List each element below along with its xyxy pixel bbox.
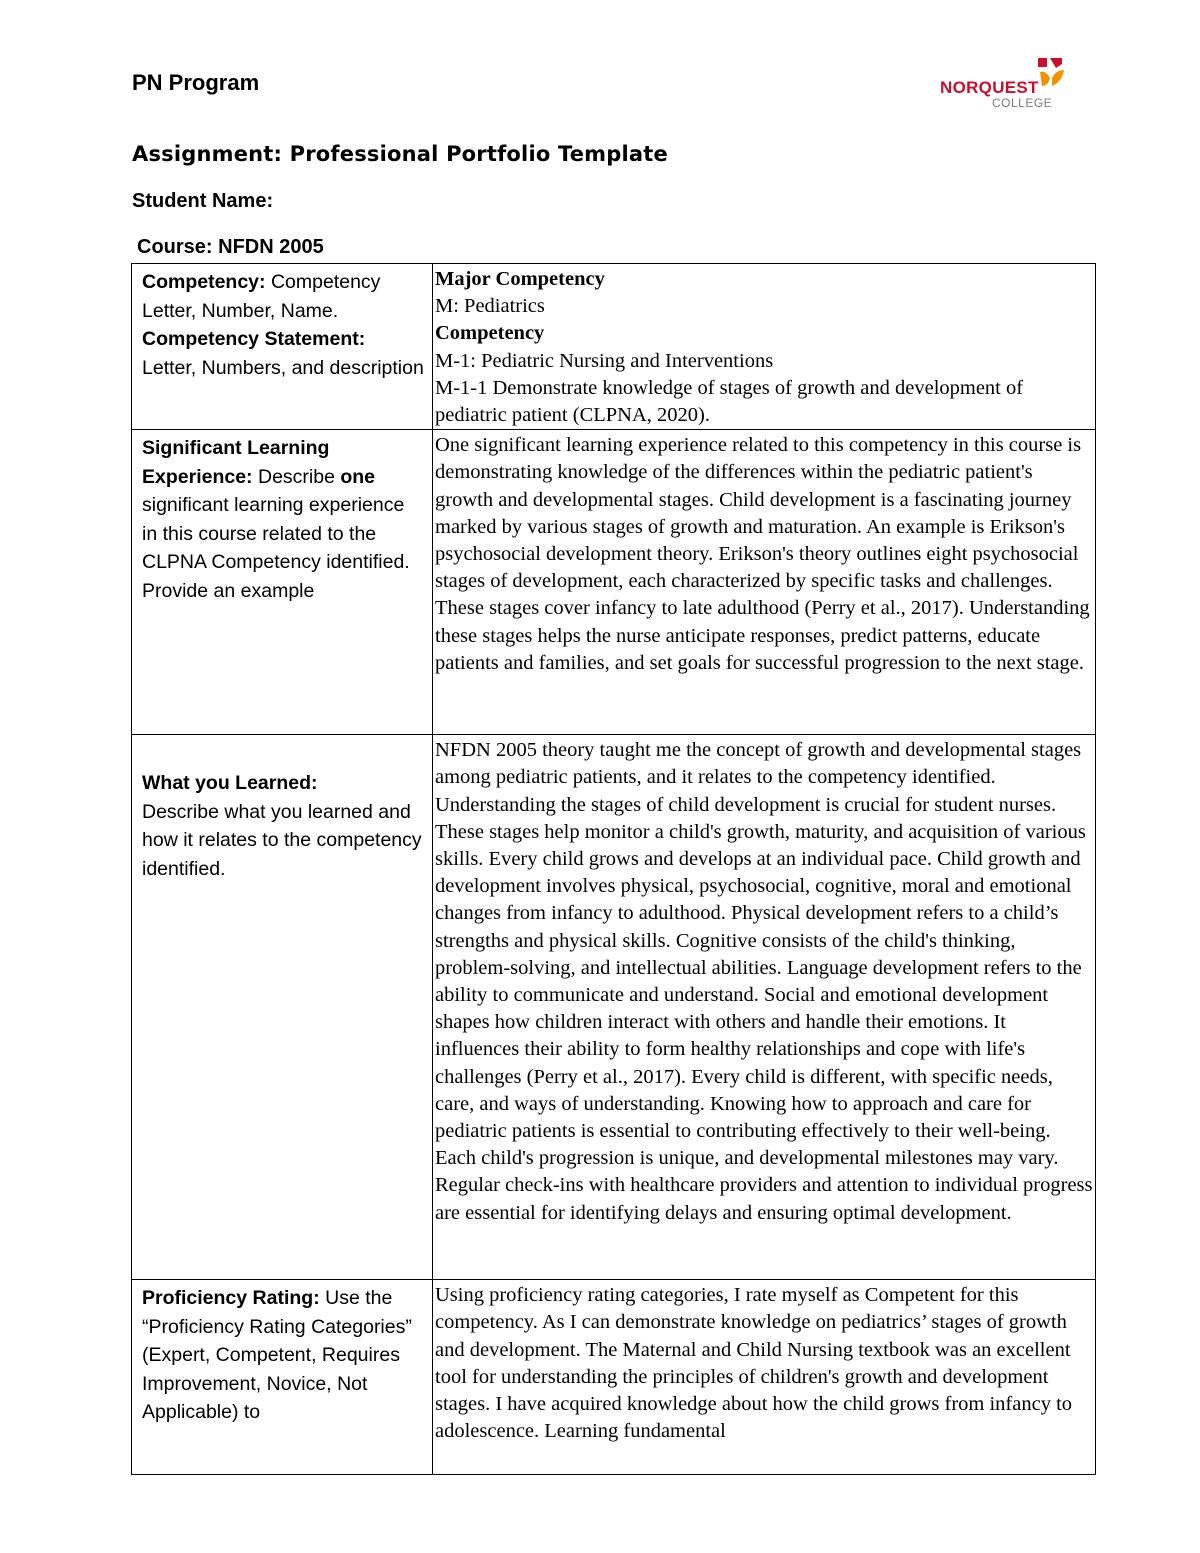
major-competency-value: M: Pediatrics xyxy=(435,295,545,318)
table-row xyxy=(132,264,1096,430)
competency-value: M-1: Pediatric Nursing and Interventions xyxy=(435,349,774,372)
learning-experience-label-bold: Significant Learning Experience: xyxy=(142,437,330,488)
major-competency-heading: Major Competency xyxy=(435,268,605,290)
learning-experience-content-cell: One significant learning experience related to this competency in this course is demonstrating knowledge of the differences within the pediatric patient's growth and developmental stages. Child development is a fascinating journey marked by various stages of growth and maturation. An example is Erikson's psychosocial development theory. Erikson's theory outlines eight psychosocial stages of development, each characterized by specific tasks and challenges. These stages cover infancy to late adulthood (Perry et al., 2017). Understanding these stages helps the nurse anticipate responses, predict patterns, educate patients and families, and set goals for successful progression to the next stage. xyxy=(433,430,1096,735)
document-title: Assignment: Professional Portfolio Template xyxy=(132,142,668,166)
proficiency-rating-label-bold: Proficiency Rating: xyxy=(142,1287,320,1310)
learning-experience-label-cell xyxy=(132,430,433,735)
table-row xyxy=(132,735,1096,1280)
student-name-label: Student Name: xyxy=(132,190,274,212)
competency-content-cell xyxy=(433,264,1096,430)
logo-wordmark: NORQUEST xyxy=(940,78,1039,97)
competency-heading: Competency xyxy=(435,322,545,345)
norquest-logo xyxy=(940,56,1060,116)
table-row xyxy=(132,1280,1096,1475)
table-row xyxy=(132,430,1096,735)
proficiency-rating-label-text: Use the “Proficiency Rating Categories” (Expert, Competent, Requires Improvement, Novice, Not Applicable) to xyxy=(142,1287,412,1424)
course-label: Course: NFDN 2005 xyxy=(137,236,324,258)
what-you-learned-label-bold: What you Learned: xyxy=(142,772,318,795)
competency-statement-label-text: Letter, Numbers, and description xyxy=(142,356,424,379)
what-you-learned-label-text: Describe what you learned and how it relates to the competency identified. xyxy=(142,800,422,880)
what-you-learned-label-cell xyxy=(132,735,433,1280)
program-header: PN Program xyxy=(132,70,260,95)
learning-experience-label-emphasis: one xyxy=(340,465,376,488)
learning-experience-label-rest: significant learning experience in this course related to the CLPNA Competency identified. Provide an example xyxy=(142,494,410,602)
proficiency-rating-content-cell: Using proficiency rating categories, I rate myself as Competent for this competency. As I can demonstrate knowledge on pediatrics’ stages of growth and development. The Maternal and Child Nursing textbook was an excellent tool for understanding the principles of children's growth and development stages. I have acquired knowledge about how the child grows from infancy to adolescence. Learning fundamental xyxy=(433,1280,1096,1475)
competency-label-bold: Competency: xyxy=(142,271,266,293)
logo-subtext: COLLEGE xyxy=(992,96,1053,110)
portfolio-table xyxy=(131,263,1096,1475)
competency-label-cell xyxy=(132,264,433,430)
competency-statement-value: M-1-1 Demonstrate knowledge of stages of growth and development of pediatric patient (CLPNA, 2020). xyxy=(435,376,1024,427)
learning-experience-label-text: Describe xyxy=(252,465,341,488)
what-you-learned-content-cell: NFDN 2005 theory taught me the concept of growth and developmental stages among pediatric patients, and it relates to the competency identified. Understanding the stages of child development is crucial for student nurses. These stages help monitor a child's growth, maturity, and acquisition of various skills. Every child grows and develops at an individual pace. Child growth and development involves physical, psychosocial, cognitive, moral and emotional changes from infancy to adulthood. Physical development refers to a child’s strengths and physical skills. Cognitive consists of the child's thinking, problem-solving, and intellectual abilities. Language development refers to the ability to communicate and understand. Social and emotional development shapes how children interact with others and handle their emotions. It influences their ability to form healthy relationships and cope with life's challenges (Perry et al., 2017). Every child is different, with specific needs, care, and ways of understanding. Knowing how to approach and care for pediatric patients is essential to contributing effectively to their well-being. Each child's progression is unique, and developmental milestones may vary. Regular check-ins with healthcare providers and attention to individual progress are essential for identifying delays and ensuring optimal development. xyxy=(433,735,1096,1280)
proficiency-rating-label-cell xyxy=(132,1280,433,1475)
competency-statement-label-bold: Competency Statement: xyxy=(142,328,366,350)
logo-mark-icon xyxy=(1036,56,1066,96)
competency-label-text: Competency Letter, Number, Name. xyxy=(142,271,381,322)
